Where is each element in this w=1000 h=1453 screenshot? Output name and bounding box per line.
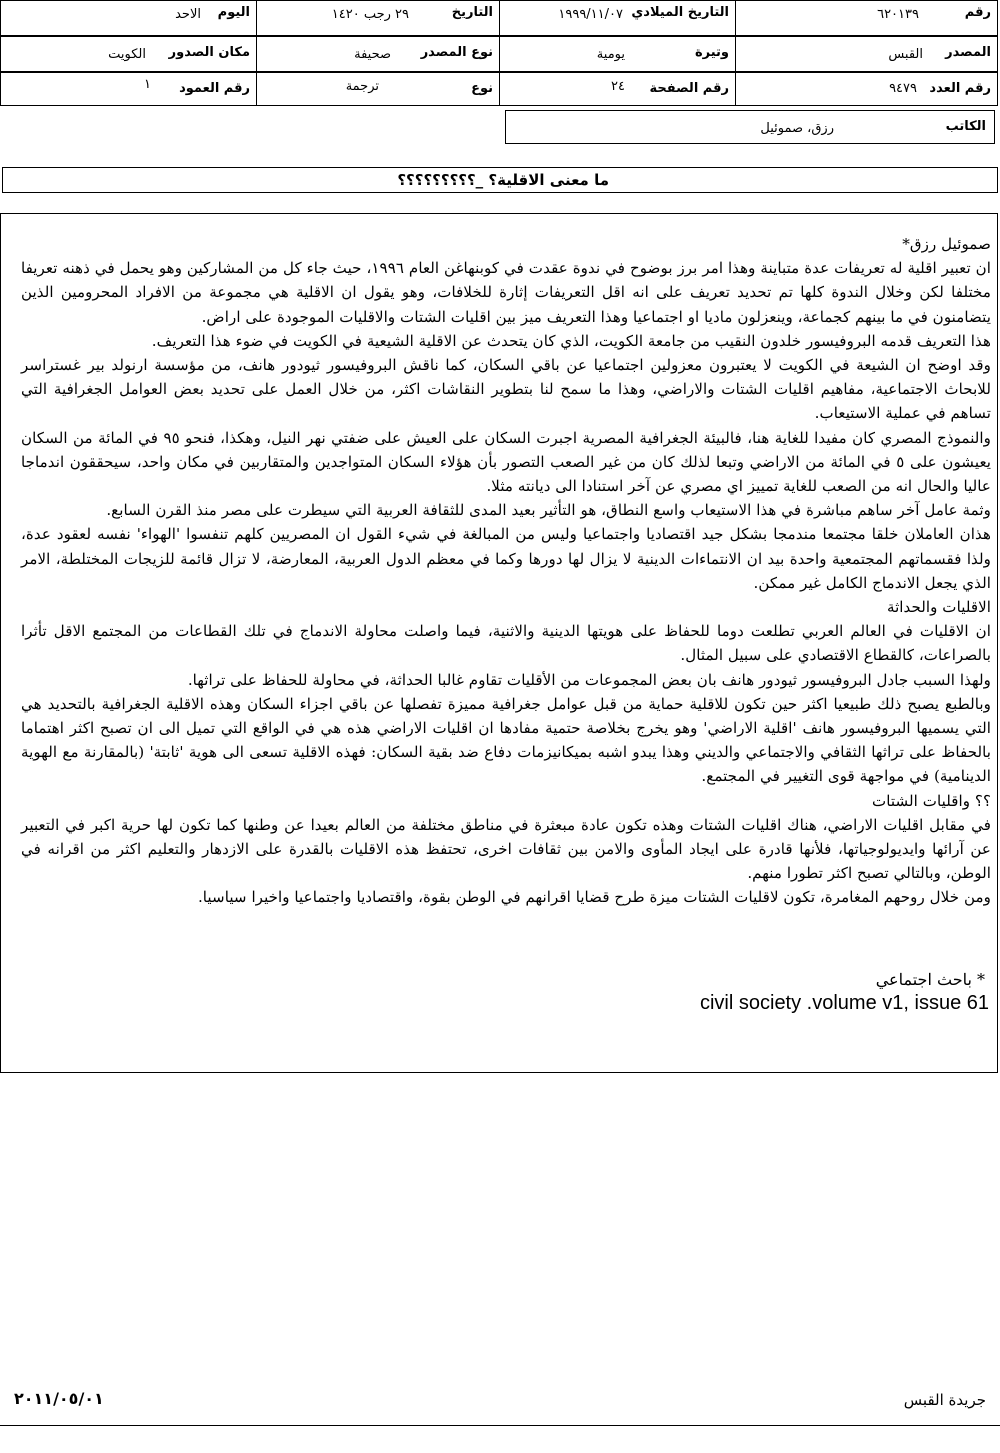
author-footnote: * باحث اجتماعي bbox=[875, 970, 985, 989]
metadata-row-2 bbox=[0, 36, 998, 72]
cell-kind bbox=[256, 73, 499, 105]
footer-divider bbox=[0, 1425, 1000, 1426]
label-source-type: نوع المصدر bbox=[420, 45, 493, 60]
label-gregorian-date: التاريخ الميلادي bbox=[631, 5, 729, 20]
value-number: ٦٢٠١٣٩ bbox=[877, 7, 919, 22]
footer-newspaper: جريدة القبس bbox=[903, 1391, 986, 1409]
paragraph: ومن خلال روحهم المغامرة، تكون لاقليات الشتات ميزة طرح قضايا اقرانهم في الوطن بقوة، واقتصاديا واجتماعيا واخيرا سياسيا. bbox=[197, 888, 991, 907]
value-author: رزق، صموئيل bbox=[760, 121, 834, 136]
value-issue: ٩٤٧٩ bbox=[889, 81, 917, 96]
value-frequency: يومية bbox=[596, 47, 625, 62]
value-kind: ترجمة bbox=[345, 79, 379, 94]
value-source: القبس bbox=[888, 47, 923, 62]
label-kind: نوع bbox=[471, 81, 493, 96]
value-day: الاحد bbox=[175, 7, 201, 22]
cell-number bbox=[735, 1, 997, 35]
cell-hijri-date bbox=[256, 1, 499, 35]
value-page: ٢٤ bbox=[611, 79, 625, 94]
paragraph: وقد اوضح ان الشيعة في الكويت لا يعتبرون معزولين اجتماعيا عن باقي السكان، كما ناقش البروفيسور ثيودور هانف، من مؤسسة ارنولد بير غستراسر للابحاث الاجتماعية، مفاهيم اقليات الشتات والاراضي، وهذا ما سمح لنا بتطوير النقاشات اكثر، من خلال العمل على تحديد بعض العوامل الجغرافية التي تساهم في عملية الاستيعاب. bbox=[21, 356, 991, 423]
title-box bbox=[2, 167, 998, 193]
cell-issue bbox=[735, 73, 997, 105]
cell-column bbox=[0, 73, 256, 105]
cell-source-type bbox=[256, 37, 499, 71]
cell-frequency bbox=[499, 37, 735, 71]
label-number: رقم bbox=[964, 5, 991, 20]
metadata-table bbox=[0, 0, 998, 110]
source-citation: civil society .volume v1, issue 61 bbox=[699, 992, 989, 1014]
value-gregorian-date: ١٩٩٩/١١/٠٧ bbox=[558, 7, 623, 22]
section-heading: الاقليات والحداثة bbox=[886, 598, 991, 617]
label-hijri-date: التاريخ bbox=[451, 5, 493, 20]
author-box bbox=[505, 110, 995, 144]
label-source: المصدر bbox=[945, 45, 991, 60]
paragraph: هذا التعريف قدمه البروفيسور خلدون النقيب من جامعة الكويت، الذي كان يتحدث عن الاقلية الشيعية في الكويت في ضوء هذا التعريف. bbox=[151, 331, 991, 350]
paragraph: ان تعبير اقلية له تعريفات عدة متباينة وهذا امر برز بوضوح في ندوة عقدت في كوبنهاغن العام ١٩٩٦، حيث جاء كل من المشاركين وهو يحمل في ذهنه تعريفا مختلفا لكن وخلال الندوة كلها تم تحديد تعريف على انه اقل التعريفات إثارة للخلافات، وهو يقول ان الاقلية هي مجموعة من الافراد المحرومين الذين يتضامنون في ما بينهم كجماعة، وينعزلون ماديا او اجتماعيا وهذا التعريف ميز بين اقليات الشتات والاقليات الموجودة على اراض. bbox=[21, 259, 991, 326]
footer-date: ٢٠١١/٠٥/٠١ bbox=[14, 1389, 104, 1408]
cell-source bbox=[735, 37, 997, 71]
value-hijri-date: ٢٩ رجب ١٤٢٠ bbox=[331, 7, 409, 22]
paragraph: ولهذا السبب جادل البروفيسور ثيودور هانف بان بعض المجموعات من الأقليات تقاوم غالبا الحداثة، في محاولة للحفاظ على تراثها. bbox=[187, 670, 991, 689]
paragraph: هذان العاملان خلقا مجتمعا مندمجا بشكل جيد اقتصاديا واجتماعيا وليس من المبالغة في شيء القول ان المصريين كلهم تنفسوا 'الهواء' نفسه لعقود عدة، ولذا فقسماتهم المجتمعية واحدة بيد ان الانتماءات الدينية لا يزال لها دورها وكما في معظم الدول العربية، المعارضة، لا تزال قائمة للزيجات المختلطة، الامر الذي يجعل الاندماج الكامل غير ممكن. bbox=[21, 525, 991, 592]
value-source-type: صحيفة bbox=[354, 47, 391, 62]
section-heading: ؟؟ واقليات الشتات bbox=[871, 791, 991, 810]
paragraph: وثمة عامل آخر ساهم مباشرة في هذا الاستيعاب واسع النطاق، هو التأثير بعيد المدى للثقافة العربية التي سيطرت على مصر منذ القرن السابع. bbox=[106, 501, 991, 520]
label-column: رقم العمود bbox=[179, 81, 250, 96]
article-box bbox=[0, 213, 998, 1073]
label-page: رقم الصفحة bbox=[649, 81, 729, 96]
paragraph: والنموذج المصري كان مفيدا للغاية هنا، فالبيئة الجغرافية المصرية اجبرت السكان على العيش على ضفتي نهر النيل، وهكذا، فنحو ٩٥ في المائة من السكان يعيشون على ٥ في المائة من الاراضي وتبعا لذلك كان من غير الصعب التصور بأن هؤلاء السكان المتواجدين والمتقاربين في مكان واحد، سيحققون اندماجا عاليا والحال انه من الصعب للغاية تمييز اي مصري عن آخر استنادا الى ديانته مثلا. bbox=[21, 428, 991, 496]
label-day: اليوم bbox=[217, 5, 250, 20]
cell-place bbox=[0, 37, 256, 71]
metadata-row-3 bbox=[0, 72, 998, 106]
byline: صموئيل رزق* bbox=[902, 235, 991, 253]
label-place: مكان الصدور bbox=[168, 45, 250, 60]
paragraph: ان الاقليات في العالم العربي تطلعت دوما للحفاظ على هويتها الدينية والاثنية، فيما واصلت محاولة الاندماج في تلك القطاعات من المجتمع الاقل تأثرا بالصراعات، كالقطاع الاقتصادي على سبيل المثال. bbox=[21, 622, 991, 665]
label-frequency: وتيرة bbox=[694, 45, 729, 60]
label-issue: رقم العدد bbox=[929, 81, 991, 96]
paragraph: وبالطبع يصبح ذلك طبيعيا اكثر حين تكون للاقلية حماية من قبل عوامل جغرافية مميزة تفصلها عن باقي اجزاء السكان وهذه الاقلية الجغرافية بالتحديد هي التي يسميها البروفيسور هانف 'اقلية الاراضي' وهو يخرج بخلاصة حتمية مفادها ان اقليات الاراضي هذه هي في الواقع التي تميل الى ان تصبح اكثر اهتماما بالحفاظ على تراثها الثقافي والاجتماعي والديني وهذا يبدو اشبه بميكانيزمات دفاع ضد بقية السكان: فهذه الاقلية تسعى الى هوية 'ثابتة' (بالمقارنة مع الهوية الدينامية) في مواجهة قوى التغيير في المجتمع. bbox=[21, 694, 991, 786]
cell-page bbox=[499, 73, 735, 105]
cell-day bbox=[0, 1, 256, 35]
article-body bbox=[21, 232, 991, 910]
cell-gregorian-date bbox=[499, 1, 735, 35]
paragraph: في مقابل اقليات الاراضي، هناك اقليات الشتات وهذه تكون عادة مبعثرة في مناطق مختلفة من العالم بعيدا عن وطنها كما تكون لها حرية اكبر في التعبير عن آرائها وايديولوجياتها، فلأنها قادرة على ايجاد المأوى والامن بين ثقافات اخرى، تحتفظ هذه الاقليات بالقدرة على الازدهار والتعليم اكثر من اقرانه في الوطن، وبالتالي تصبح اكثر تطورا منهم. bbox=[21, 815, 991, 883]
value-column: ١ bbox=[144, 77, 151, 92]
article-title: ما معنى الاقلية؟ _؟؟؟؟؟؟؟؟؟ bbox=[397, 171, 609, 189]
value-place: الكويت bbox=[108, 47, 146, 62]
label-author: الكاتب bbox=[945, 119, 986, 134]
metadata-row-1 bbox=[0, 0, 998, 36]
